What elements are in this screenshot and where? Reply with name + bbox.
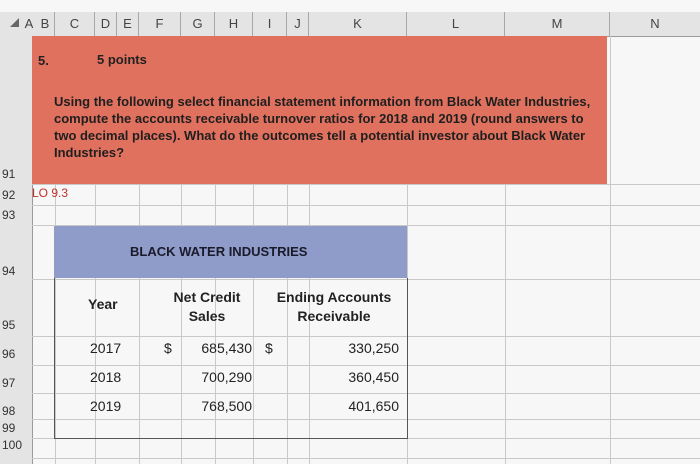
column-header[interactable]: L: [407, 12, 505, 36]
heading-line: Net Credit: [173, 289, 241, 305]
grid-line: [32, 458, 700, 459]
table-title: BLACK WATER INDUSTRIES: [130, 244, 308, 259]
select-all-corner-icon[interactable]: [10, 18, 19, 27]
row-header[interactable]: 94: [2, 264, 16, 278]
row-header[interactable]: 95: [2, 318, 16, 332]
row-header[interactable]: 91: [2, 167, 16, 181]
column-header[interactable]: N: [650, 16, 660, 31]
heading-line: Ending Accounts: [276, 289, 392, 305]
column-header[interactable]: J: [287, 12, 309, 36]
column-header[interactable]: M: [505, 12, 610, 36]
heading-line: Receivable: [297, 308, 371, 324]
row-header[interactable]: 92: [2, 188, 16, 202]
column-header[interactable]: F: [139, 12, 181, 36]
grid-line: [32, 205, 700, 206]
row-header[interactable]: 100: [2, 438, 23, 452]
year-cell[interactable]: 2018: [90, 369, 122, 385]
row-header-bar: [0, 36, 33, 464]
column-header[interactable]: C: [55, 12, 95, 36]
column-header[interactable]: H: [215, 12, 253, 36]
receivable-cell[interactable]: 330,250: [348, 340, 399, 356]
receivable-cell[interactable]: 360,450: [348, 369, 399, 385]
learning-objective: LO 9.3: [32, 186, 69, 200]
column-heading-net-credit-sales: [158, 288, 256, 326]
year-cell[interactable]: 2017: [90, 340, 122, 356]
column-header[interactable]: G: [181, 12, 215, 36]
heading-line: Sales: [188, 308, 226, 324]
column-header[interactable]: D: [95, 12, 117, 36]
net-sales-cell[interactable]: 768,500: [201, 398, 252, 414]
question-text: Using the following select financial statement information from Black Water Industries, compute the accounts receivable turnover ratios for 2018 and 2019 (round answers to two decimal places). What do the outcomes tell a potential investor about Black Water Industries?: [54, 94, 591, 160]
column-header[interactable]: A: [24, 16, 34, 31]
column-header-bar: [0, 12, 700, 37]
column-header[interactable]: E: [117, 12, 139, 36]
question-points: 5 points: [97, 52, 147, 67]
row-header[interactable]: 93: [2, 208, 16, 222]
currency-symbol: $: [164, 340, 172, 356]
column-header[interactable]: B: [36, 12, 55, 36]
row-header[interactable]: 99: [2, 421, 16, 435]
currency-symbol: $: [265, 340, 273, 356]
grid-line: [32, 184, 700, 185]
column-header[interactable]: I: [253, 12, 287, 36]
row-header[interactable]: 98: [2, 404, 16, 418]
question-number: 5.: [38, 53, 49, 68]
column-heading-ending-ar: [264, 288, 404, 326]
net-sales-cell[interactable]: 700,290: [201, 369, 252, 385]
net-sales-cell[interactable]: 685,430: [201, 340, 252, 356]
column-heading-year: Year: [88, 296, 118, 312]
column-header[interactable]: K: [309, 12, 407, 36]
row-header[interactable]: 96: [2, 347, 16, 361]
row-header[interactable]: 97: [2, 376, 16, 390]
year-cell[interactable]: 2019: [90, 398, 122, 414]
grid-line: [610, 36, 611, 464]
receivable-cell[interactable]: 401,650: [348, 398, 399, 414]
